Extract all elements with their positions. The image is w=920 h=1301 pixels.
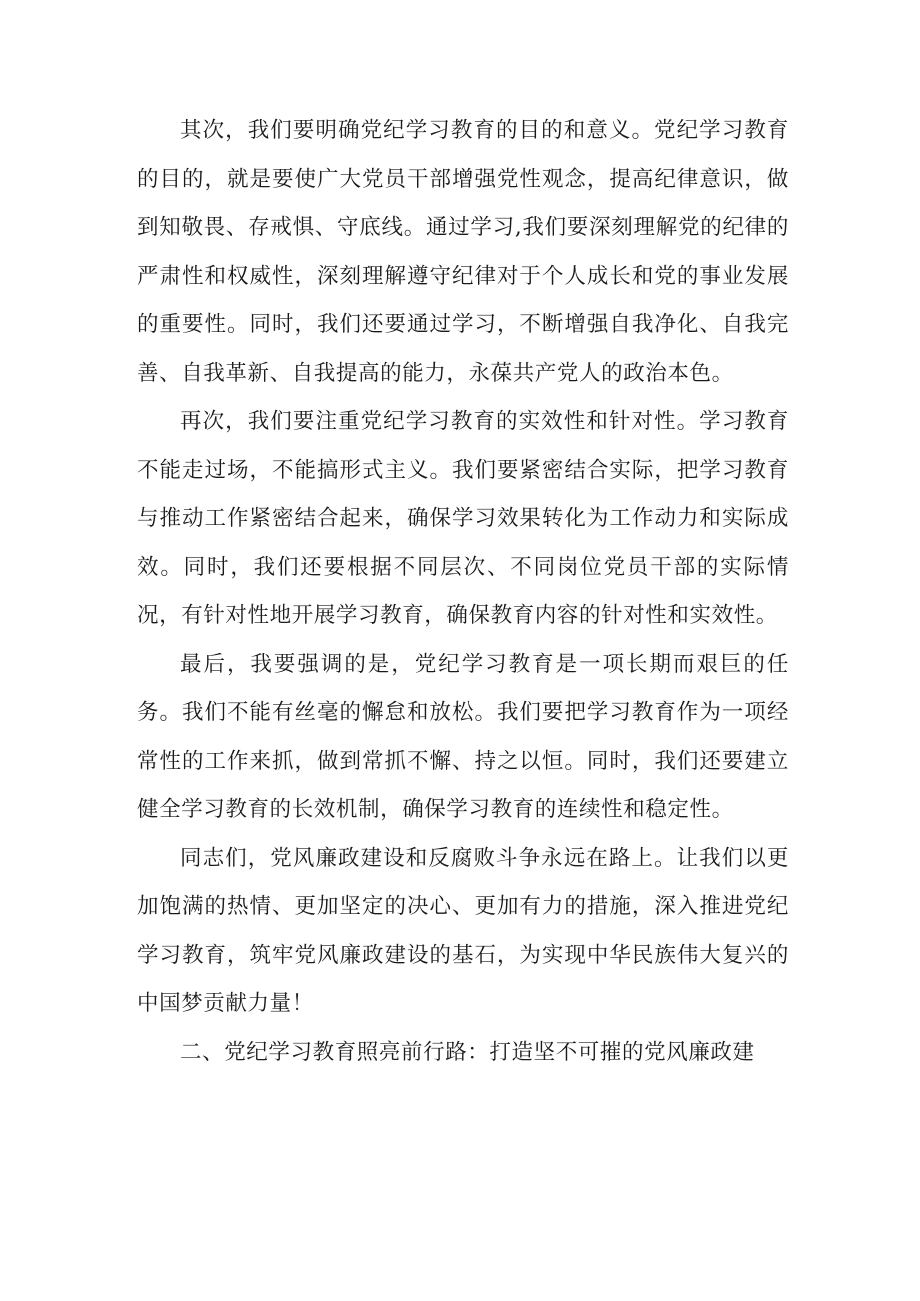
document-body [137, 107, 789, 1077]
section-heading-two: 二、党纪学习教育照亮前行路：打造坚不可摧的党风廉政建 [180, 1039, 755, 1065]
paragraph-effectiveness: 再次，我们要注重党纪学习教育的实效性和针对性。学习教育不能走过场，不能搞形式主义。我们要紧密结合实际，把学习教育与推动工作紧密结合起来，确保学习效果转化为工作动力和实际成效。同时，我们还要根据不同层次、不同岗位党员干部的实际情况，有针对性地开展学习教育，确保教育内容的针对性和实效性。 [137, 409, 789, 628]
paragraph-long-term: 最后，我要强调的是，党纪学习教育是一项长期而艰巨的任务。我们不能有丝毫的懈怠和放松。我们要把学习教育作为一项经常性的工作来抓，做到常抓不懈、持之以恒。同时，我们还要建立健全学习教育的长效机制，确保学习教育的连续性和稳定性。 [137, 651, 789, 822]
paragraph-conclusion: 同志们，党风廉政建设和反腐败斗争永远在路上。让我们以更加饱满的热情、更加坚定的决心、更加有力的措施，深入推进党纪学习教育，筑牢党风廉政建设的基石，为实现中华民族伟大复兴的中国梦贡献力量！ [137, 845, 789, 1016]
paragraph-objectives: 其次，我们要明确党纪学习教育的目的和意义。党纪学习教育的目的，就是要使广大党员干部增强党性观念，提高纪律意识，做到知敬畏、存戒惧、守底线。通过学习,我们要深刻理解党的纪律的严肃性和权威性，深刻理解遵守纪律对于个人成长和党的事业发展的重要性。同时，我们还要通过学习，不断增强自我净化、自我完善、自我革新、自我提高的能力，永葆共产党人的政治本色。 [137, 118, 789, 386]
